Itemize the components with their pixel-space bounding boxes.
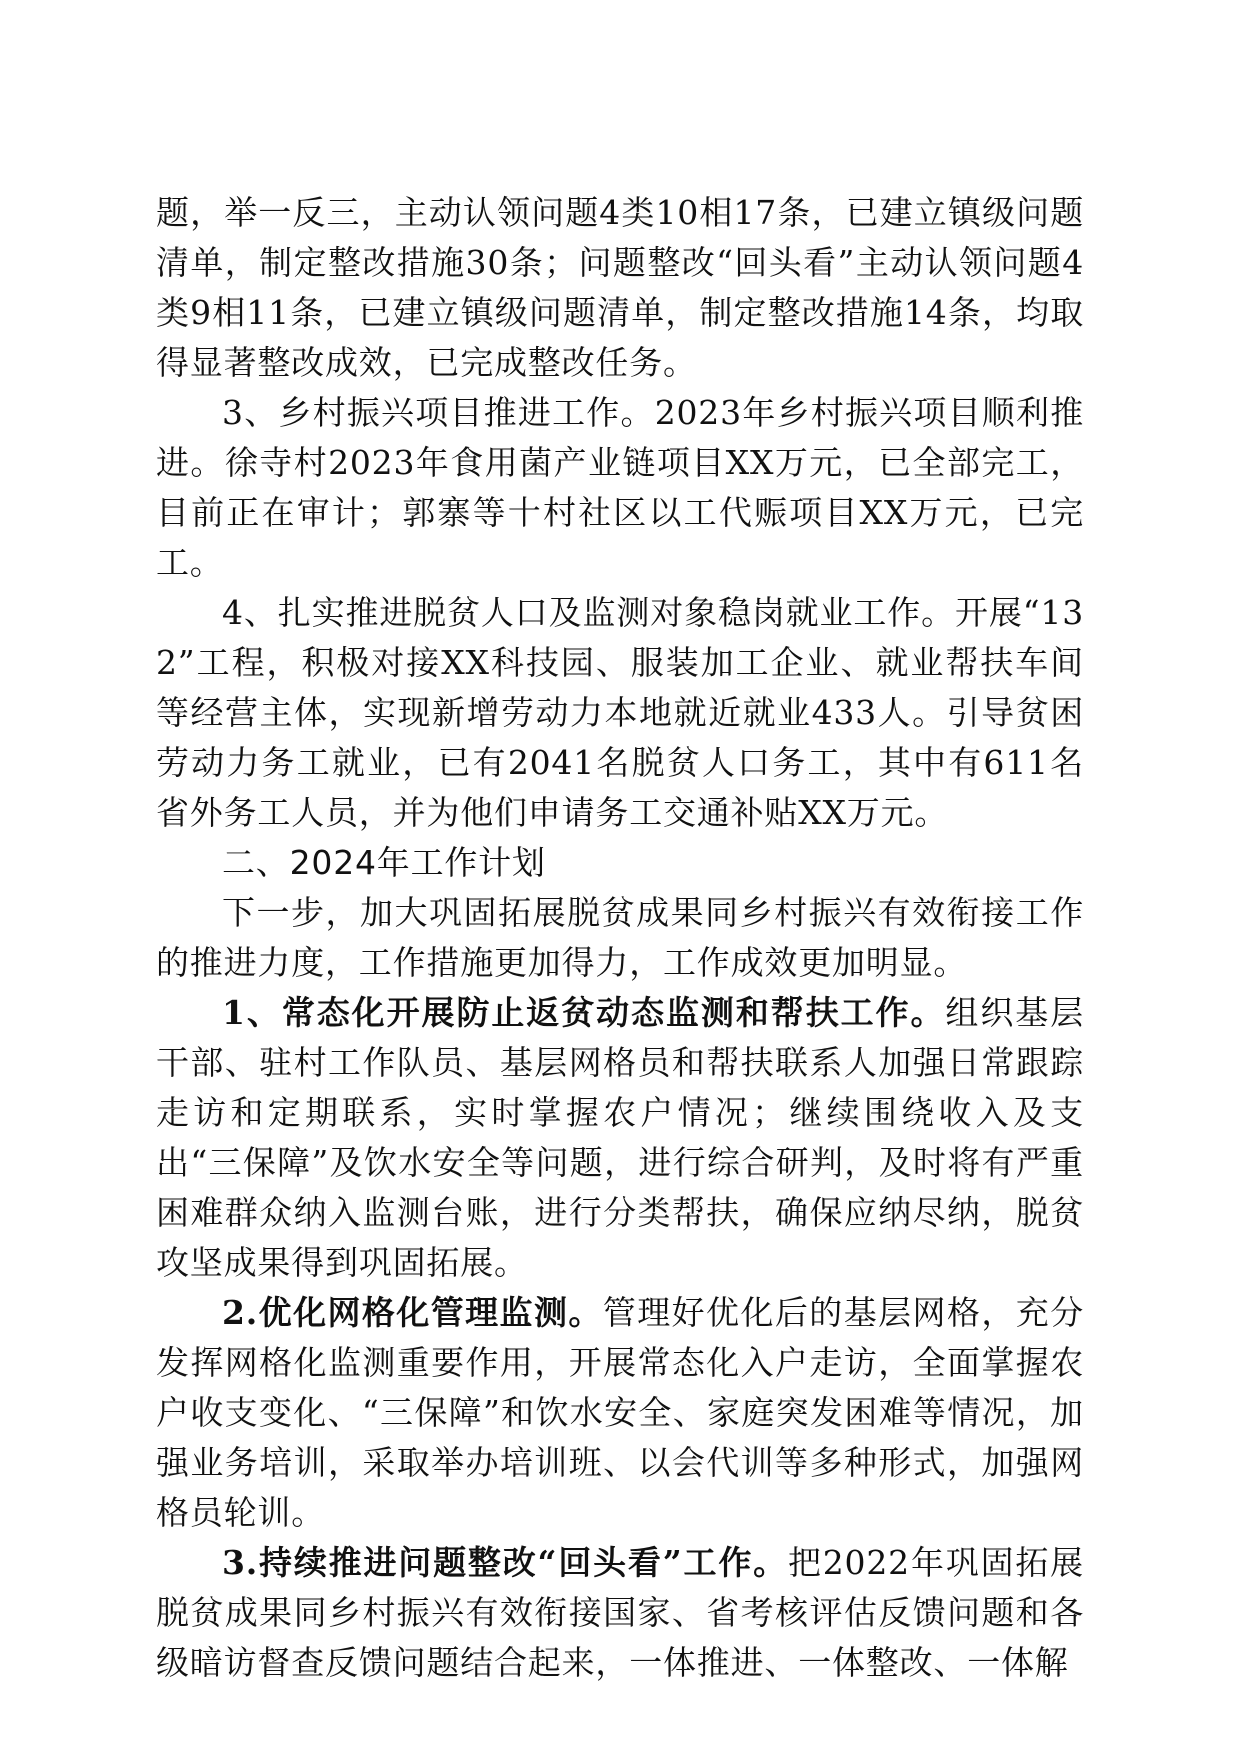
paragraph-plan-2	[156, 1288, 1084, 1538]
paragraph-item-3: 3、乡村振兴项目推进工作。2023年乡村振兴项目顺利推进。徐寺村2023年食用菌产业链项目XX万元，已全部完工，目前正在审计；郭寨等十村社区以工代赈项目XX万元，已完工。	[156, 393, 1084, 582]
paragraph-plan-1	[156, 988, 1084, 1288]
plan-1-title: 1、常态化开展防止返贫动态监测和帮扶工作。	[222, 993, 946, 1032]
plan-3-title: 3.持续推进问题整改“回头看”工作。	[222, 1543, 788, 1582]
paragraph-item-4: 4、扎实推进脱贫人口及监测对象稳岗就业工作。开展“132”工程，积极对接XX科技园、服装加工企业、就业帮扶车间等经营主体，实现新增劳动力本地就近就业433人。引导贫困劳动力务工就业，已有2041名脱贫人口务工，其中有611名省外务工人员，并为他们申请务工交通补贴XX万元。	[156, 593, 1084, 832]
plan-3-body: 把2022年巩固拓展脱贫成果同乡村振兴有效衔接国家、省考核评估反馈问题和各级暗访督查反馈问题结合起来，一体推进、一体整改、一体解	[156, 1543, 1084, 1682]
plan-2-body: 管理好优化后的基层网格，充分发挥网格化监测重要作用，开展常态化入户走访，全面掌握农户收支变化、“三保障”和饮水安全、家庭突发困难等情况，加强业务培训，采取举办培训班、以会代训等多种形式，加强网格员轮训。	[156, 1293, 1084, 1532]
document-page	[156, 188, 1084, 1688]
paragraph-intro: 下一步，加大巩固拓展脱贫成果同乡村振兴有效衔接工作的推进力度，工作措施更加得力，工作成效更加明显。	[156, 893, 1084, 982]
section-heading: 二、2024年工作计划	[222, 843, 546, 882]
paragraph-continuation: 题，举一反三，主动认领问题4类10相17条，已建立镇级问题清单，制定整改措施30条；问题整改“回头看”主动认领问题4类9相11条，已建立镇级问题清单，制定整改措施14条，均取得显著整改成效，已完成整改任务。	[156, 193, 1084, 382]
paragraph-plan-3	[156, 1538, 1084, 1688]
plan-2-title: 2.优化网格化管理监测。	[222, 1293, 603, 1332]
plan-1-body: 组织基层干部、驻村工作队员、基层网格员和帮扶联系人加强日常跟踪走访和定期联系，实时掌握农户情况；继续围绕收入及支出“三保障”及饮水安全等问题，进行综合研判，及时将有严重困难群众纳入监测台账，进行分类帮扶，确保应纳尽纳，脱贫攻坚成果得到巩固拓展。	[156, 993, 1085, 1282]
